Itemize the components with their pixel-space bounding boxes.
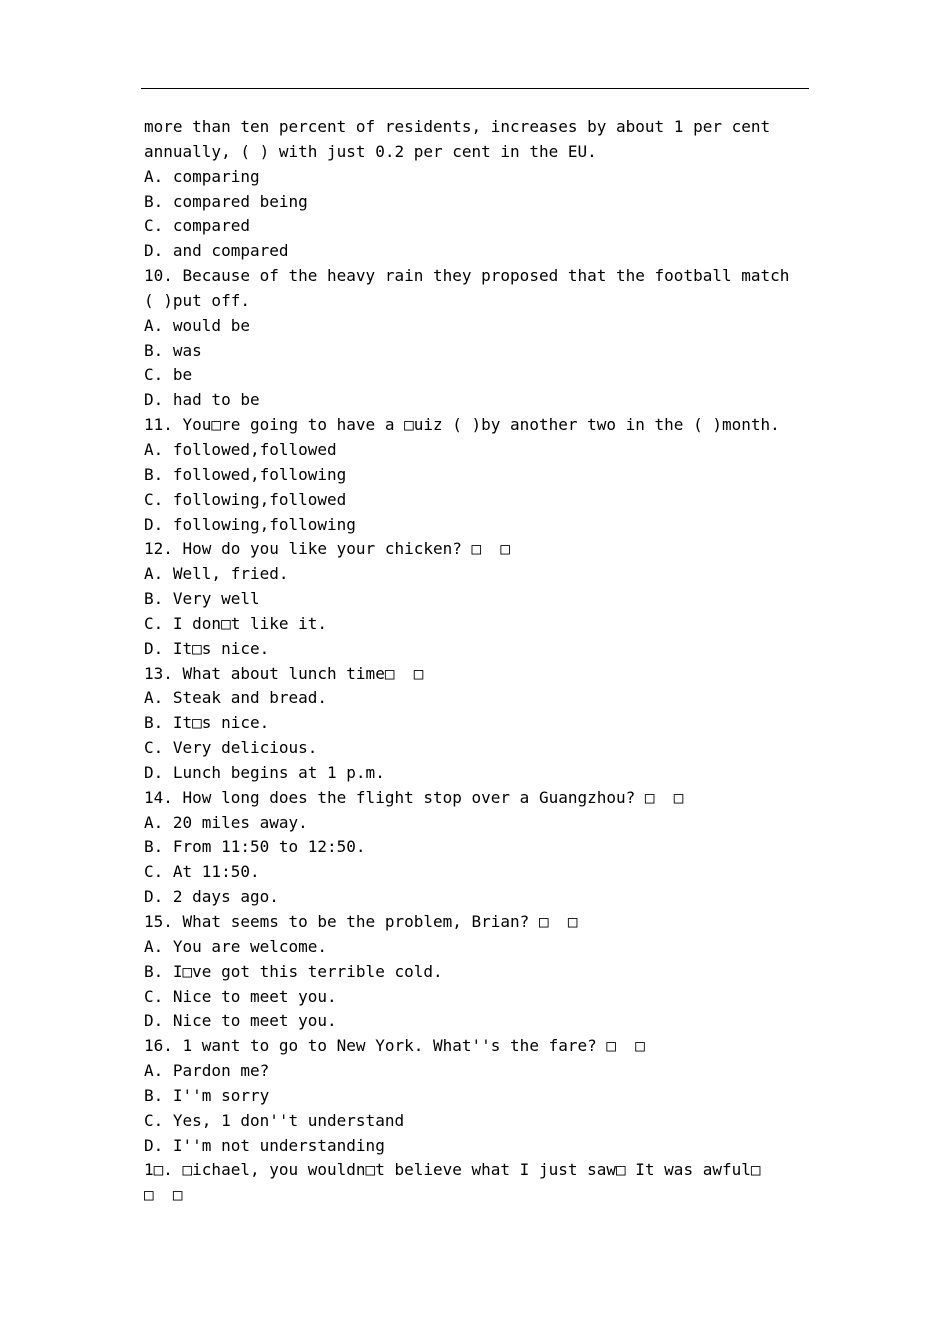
text-line: A. Steak and bread. [144,688,328,708]
text-line: A. followed,followed [144,439,337,459]
text-line: B. compared being [144,191,308,211]
text-line: 15. What seems to be the problem, Brian? □ □ [144,912,578,931]
text-line: 13. What about lunch time□ □ [144,663,424,683]
text-line: D. had to be [144,390,260,410]
text-line: annually, ( ) with just 0.2 per cent in the EU. [144,141,597,161]
text-line: B. followed,following [144,464,347,484]
document-body [144,115,804,1208]
text-line: B. I''m sorry [144,1085,270,1105]
text-line: 1□. □ichael, you wouldn□t believe what I just saw□ It was awful□ [144,1160,761,1180]
text-line: C. At 11:50. [144,862,260,882]
text-line: C. be [144,365,193,385]
text-line: D. following,following [144,514,356,534]
text-line: C. compared [144,216,250,236]
text-line: C. Yes, 1 don''t understand [144,1110,405,1130]
text-line: B. Very well [144,589,260,609]
text-line: B. From 11:50 to 12:50. [144,837,366,857]
text-line: □ □ [144,1185,183,1205]
text-line: more than ten percent of residents, increases by about 1 per cent [144,117,771,136]
text-line: D. and compared [144,241,289,261]
text-line: C. Nice to meet you. [144,986,337,1006]
text-line: ( )put off. [144,290,250,310]
text-line: B. I□ve got this terrible cold. [144,961,443,981]
text-line: D. 2 days ago. [144,887,279,907]
text-line: A. You are welcome. [144,936,328,956]
header-rule [141,88,809,89]
text-line: A. Pardon me? [144,1061,270,1081]
text-line: D. Nice to meet you. [144,1011,337,1031]
text-line: 10. Because of the heavy rain they proposed that the football match [144,266,790,286]
text-line: A. comparing [144,166,260,186]
text-line: D. It□s nice. [144,638,270,658]
text-line: 16. 1 want to go to New York. What''s the fare? □ □ [144,1036,645,1056]
text-line: 12. How do you like your chicken? □ □ [144,539,511,559]
text-line: 11. You□re going to have a □uiz ( )by another two in the ( )month. [144,415,780,435]
text-line: A. Well, fried. [144,564,289,584]
text-line: 14. How long does the flight stop over a Guangzhou? □ □ [144,787,684,807]
text-line: A. 20 miles away. [144,812,308,832]
text-line: D. Lunch begins at 1 p.m. [144,762,385,782]
text-line: C. I don□t like it. [144,613,328,633]
text-line: D. I''m not understanding [144,1135,385,1155]
text-line: C. Very delicious. [144,738,318,758]
text-line: A. would be [144,315,250,335]
text-line: B. was [144,340,202,360]
text-line: C. following,followed [144,489,347,509]
text-line: B. It□s nice. [144,713,270,733]
